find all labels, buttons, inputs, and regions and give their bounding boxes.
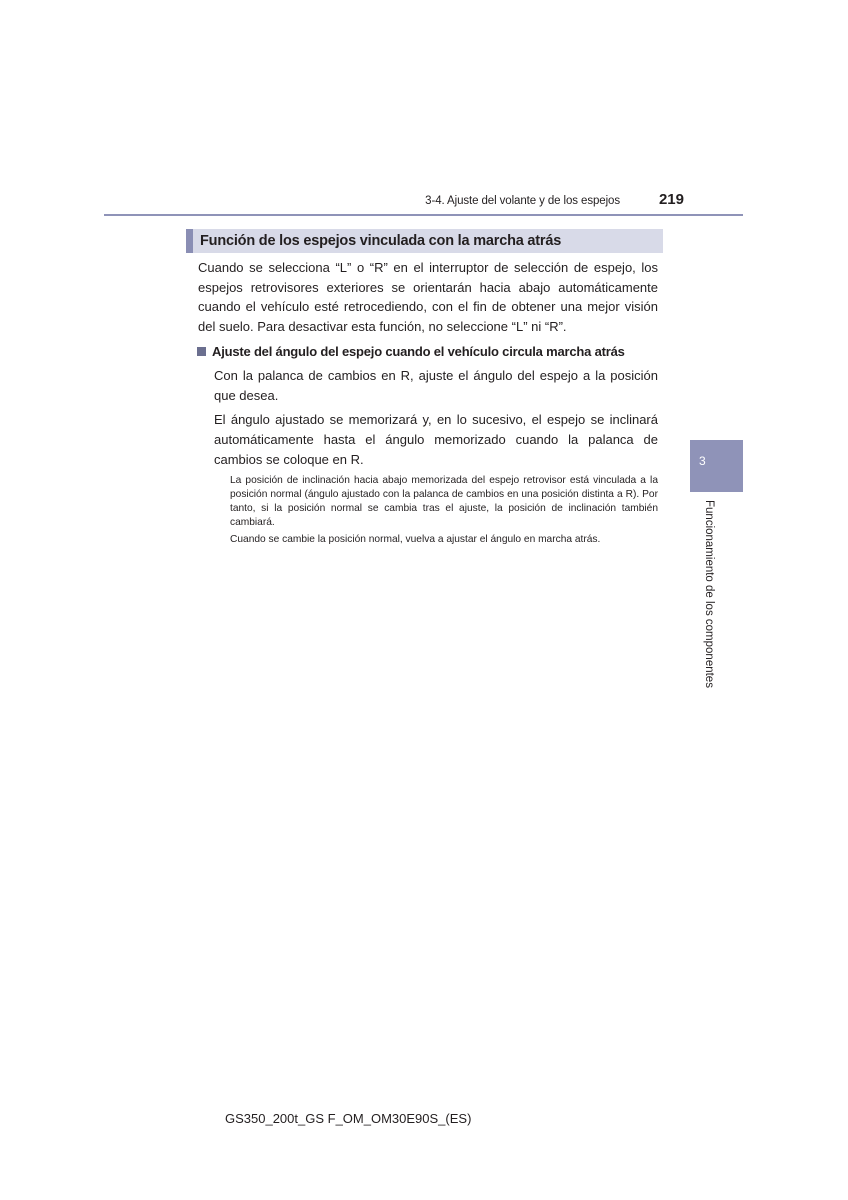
notes-block (230, 474, 658, 550)
section-heading: Función de los espejos vinculada con la marcha atrás (186, 229, 663, 253)
subsection-heading (197, 342, 667, 362)
body-paragraph: Con la palanca de cambios en R, ajuste el ángulo del espejo a la posición que desea. (214, 368, 658, 403)
note-paragraph: La posición de inclinación hacia abajo memorizada del espejo retrovisor está vinculada a la posición normal (ángulo ajustado con la palanca de cambios en una posición distinta a R). Por tanto, si la posición normal se cambia tras el ajuste, la posición de inclinación también cambiará. (230, 475, 658, 528)
chapter-number: 3 (699, 454, 706, 468)
body-paragraph: El ángulo ajustado se memorizará y, en lo sucesivo, el espejo se inclinará automáticamente hasta el ángulo memorizado cuando la palanca de cambios se coloque en R. (214, 412, 658, 467)
chapter-tab (690, 440, 743, 492)
intro-paragraph: Cuando se selecciona “L” o “R” en el interruptor de selección de espejo, los espejos retrovisores exteriores se orientarán hacia abajo automáticamente cuando el vehículo esté retrocediendo, con el fin de obtener una mejor visión del suelo. Para desactivar esta función, no seleccione “L” ni “R”. (198, 260, 658, 334)
subsection-heading-text: Ajuste del ángulo del espejo cuando el vehículo circula marcha atrás (212, 344, 625, 359)
square-bullet-icon (197, 347, 206, 356)
document-code: GS350_200t_GS F_OM_OM30E90S_(ES) (225, 1111, 472, 1126)
page-number: 219 (658, 191, 684, 208)
running-header: 3-4. Ajuste del volante y de los espejos (425, 195, 620, 207)
header-rule (104, 214, 743, 216)
note-paragraph: Cuando se cambie la posición normal, vuelva a ajustar el ángulo en marcha atrás. (230, 534, 601, 545)
chapter-title: Funcionamiento de los componentes (703, 500, 715, 688)
